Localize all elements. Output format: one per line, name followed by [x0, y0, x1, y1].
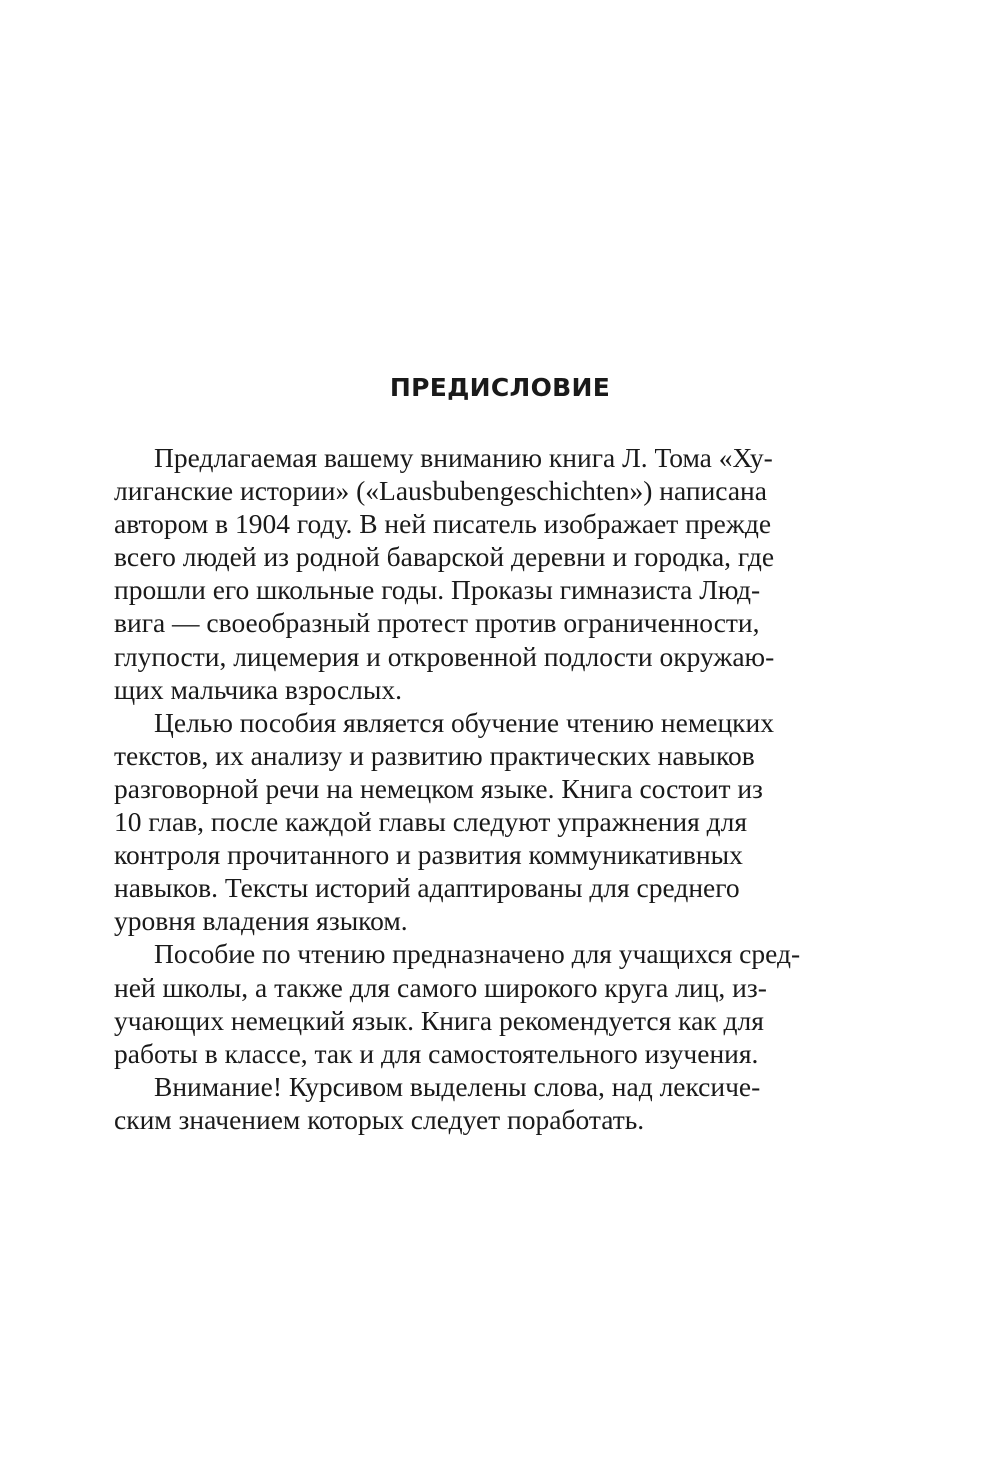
- paragraph-1-line-3: автором в 1904 году. В ней писатель изображает прежде: [114, 508, 772, 540]
- paragraph-3-line-4: работы в классе, так и для самостоятельного изучения.: [114, 1037, 759, 1069]
- paragraph-2-line-1: Целью пособия является обучение чтению немецких: [154, 706, 774, 738]
- paragraph-1-line-2: лиганские истории» («Lausbubengeschichten») написана: [114, 475, 767, 507]
- paragraph-3-line-1: Пособие по чтению предназначено для учащихся сред-: [154, 938, 801, 970]
- paragraph-2-line-7: уровня владения языком.: [114, 905, 408, 937]
- preface-body: [114, 441, 846, 1136]
- page-heading: ПРЕДИСЛОВИЕ: [389, 373, 611, 402]
- paragraph-4-line-2: ским значением которых следует поработать.: [114, 1103, 645, 1135]
- paragraph-2-line-2: текстов, их анализу и развитию практических навыков: [114, 739, 755, 771]
- paragraph-2-line-3: разговорной речи на немецком языке. Книга состоит из: [114, 772, 763, 804]
- paragraph-2-line-5: контроля прочитанного и развития коммуникативных: [114, 839, 743, 871]
- paragraph-4-line-1: Внимание! Курсивом выделены слова, над лексиче-: [154, 1070, 761, 1102]
- paragraph-1-line-5: прошли его школьные годы. Проказы гимназиста Люд-: [114, 574, 761, 606]
- paragraph-1-line-7: глупости, лицемерия и откровенной подлости окружаю-: [114, 640, 775, 672]
- paragraph-1-line-6: вига — своеобразный протест против ограниченности,: [114, 607, 760, 639]
- paragraph-1-line-4: всего людей из родной баварской деревни и городка, где: [114, 541, 775, 573]
- paragraph-3-line-2: ней школы, а также для самого широкого круга лиц, из-: [114, 971, 767, 1003]
- paragraph-3-line-3: учающих немецкий язык. Книга рекомендуется как для: [114, 1004, 764, 1036]
- paragraph-1-line-1: Предлагаемая вашему вниманию книга Л. Тома «Ху-: [154, 442, 773, 473]
- paragraph-1-line-8: щих мальчика взрослых.: [114, 673, 402, 705]
- paragraph-2-line-4: 10 глав, после каждой главы следуют упражнения для: [114, 806, 747, 838]
- paragraph-2-line-6: навыков. Тексты историй адаптированы для среднего: [114, 872, 740, 904]
